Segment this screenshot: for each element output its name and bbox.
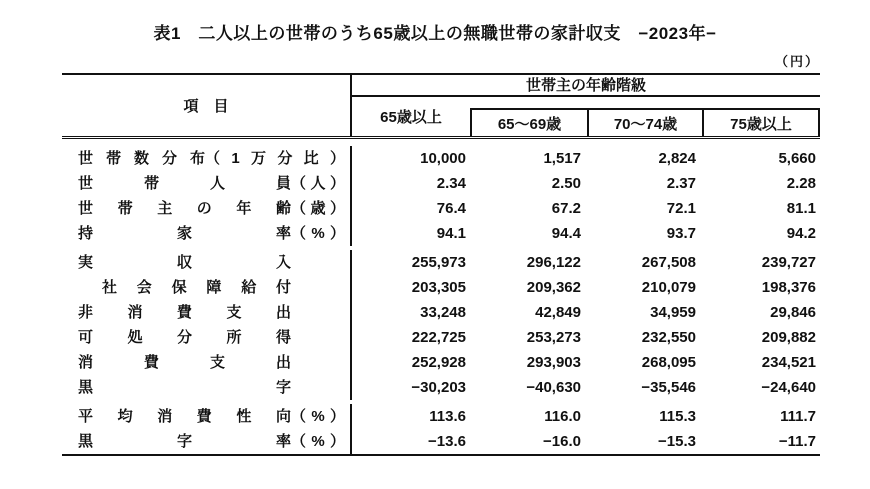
cell-value: 113.6 bbox=[429, 408, 466, 425]
table-row bbox=[62, 275, 820, 300]
cell-value: 115.3 bbox=[659, 408, 696, 425]
cell-value: 255,973 bbox=[411, 254, 466, 271]
cell-value: −13.6 bbox=[428, 433, 466, 450]
cell-value: 232,550 bbox=[641, 329, 696, 346]
row-block-2 bbox=[62, 250, 820, 400]
cell-value: 94.1 bbox=[436, 225, 466, 242]
column-header-age-65-over: 65歳以上 bbox=[380, 109, 442, 126]
cell-value: 67.2 bbox=[551, 200, 581, 217]
cell-value: 10,000 bbox=[420, 150, 466, 167]
row-label: 実 収 入 bbox=[62, 250, 352, 275]
table-row bbox=[62, 146, 820, 171]
cell-value: 239,727 bbox=[761, 254, 816, 271]
table-row bbox=[62, 404, 820, 429]
cell-value: 116.0 bbox=[544, 408, 581, 425]
cell-value: −15.3 bbox=[658, 433, 696, 450]
table-row bbox=[62, 375, 820, 400]
row-label: 黒 字 bbox=[62, 375, 352, 400]
cell-value: 203,305 bbox=[411, 279, 466, 296]
cell-value: 2.28 bbox=[786, 175, 816, 192]
row-label: 非 消 費 支 出 bbox=[62, 300, 352, 325]
row-label: 世 帯 人 員 （ 人 ） bbox=[62, 171, 352, 196]
row-label: 平 均 消 費 性 向 （ % ） bbox=[62, 404, 352, 429]
cell-value: 198,376 bbox=[761, 279, 816, 296]
item-column-header: 項 目 bbox=[62, 75, 352, 136]
cell-value: 209,882 bbox=[761, 329, 816, 346]
household-budget-table bbox=[62, 73, 820, 456]
table-row bbox=[62, 221, 820, 246]
column-header-age-70-74: 70～74歳 bbox=[587, 110, 702, 136]
table-title: 表1 二人以上の世帯のうち65歳以上の無職世帯の家計収支 −2023年− bbox=[153, 24, 717, 43]
cell-value: 253,273 bbox=[526, 329, 581, 346]
row-label: 世 帯 数 分 布 （ 1 万 分 比 ） bbox=[62, 146, 352, 171]
cell-value: 209,362 bbox=[526, 279, 581, 296]
currency-unit-note: （円） bbox=[774, 54, 820, 69]
table-row bbox=[62, 171, 820, 196]
cell-value: 293,903 bbox=[526, 354, 581, 371]
row-label: 可 処 分 所 得 bbox=[62, 325, 352, 350]
table-header bbox=[62, 75, 820, 139]
age-group-header: 世帯主の年齢階級 bbox=[352, 75, 820, 97]
table-body bbox=[62, 139, 820, 454]
row-label: 消 費 支 出 bbox=[62, 350, 352, 375]
cell-value: 81.1 bbox=[786, 200, 816, 217]
cell-value: −11.7 bbox=[778, 433, 816, 450]
row-label: 社 会 保 障 給 付 bbox=[62, 275, 352, 300]
cell-value: 2,824 bbox=[658, 150, 696, 167]
cell-value: −35,546 bbox=[641, 379, 696, 396]
cell-value: 111.7 bbox=[780, 408, 816, 425]
row-block-3 bbox=[62, 404, 820, 454]
cell-value: 268,095 bbox=[641, 354, 696, 371]
age-breakdown-box bbox=[470, 108, 820, 136]
cell-value: 2.37 bbox=[666, 175, 696, 192]
table-row bbox=[62, 325, 820, 350]
column-header-age-75-over: 75歳以上 bbox=[702, 110, 818, 136]
cell-value: 2.50 bbox=[551, 175, 581, 192]
cell-value: 34,959 bbox=[650, 304, 696, 321]
table-row bbox=[62, 429, 820, 454]
cell-value: 72.1 bbox=[666, 200, 696, 217]
table-row bbox=[62, 350, 820, 375]
cell-value: −16.0 bbox=[543, 433, 581, 450]
cell-value: 234,521 bbox=[761, 354, 816, 371]
cell-value: 210,079 bbox=[641, 279, 696, 296]
table-row bbox=[62, 250, 820, 275]
row-label: 黒 字 率 （ % ） bbox=[62, 429, 352, 454]
cell-value: 29,846 bbox=[770, 304, 816, 321]
cell-value: 267,508 bbox=[641, 254, 696, 271]
cell-value: 42,849 bbox=[535, 304, 581, 321]
row-label: 持 家 率 （ % ） bbox=[62, 221, 352, 246]
row-label: 世 帯 主 の 年 齢 （ 歳 ） bbox=[62, 196, 352, 221]
table-row bbox=[62, 300, 820, 325]
cell-value: 5,660 bbox=[778, 150, 816, 167]
cell-value: 252,928 bbox=[411, 354, 466, 371]
cell-value: 94.4 bbox=[551, 225, 581, 242]
cell-value: −24,640 bbox=[761, 379, 816, 396]
cell-value: 222,725 bbox=[411, 329, 466, 346]
cell-value: 2.34 bbox=[436, 175, 466, 192]
table-row bbox=[62, 196, 820, 221]
cell-value: −30,203 bbox=[411, 379, 466, 396]
cell-value: 93.7 bbox=[666, 225, 696, 242]
cell-value: 296,122 bbox=[526, 254, 581, 271]
cell-value: 33,248 bbox=[420, 304, 466, 321]
cell-value: 1,517 bbox=[543, 150, 581, 167]
row-block-1 bbox=[62, 146, 820, 246]
cell-value: 94.2 bbox=[786, 225, 816, 242]
column-header-age-65-69: 65～69歳 bbox=[497, 115, 562, 133]
cell-value: −40,630 bbox=[526, 379, 581, 396]
cell-value: 76.4 bbox=[436, 200, 466, 217]
